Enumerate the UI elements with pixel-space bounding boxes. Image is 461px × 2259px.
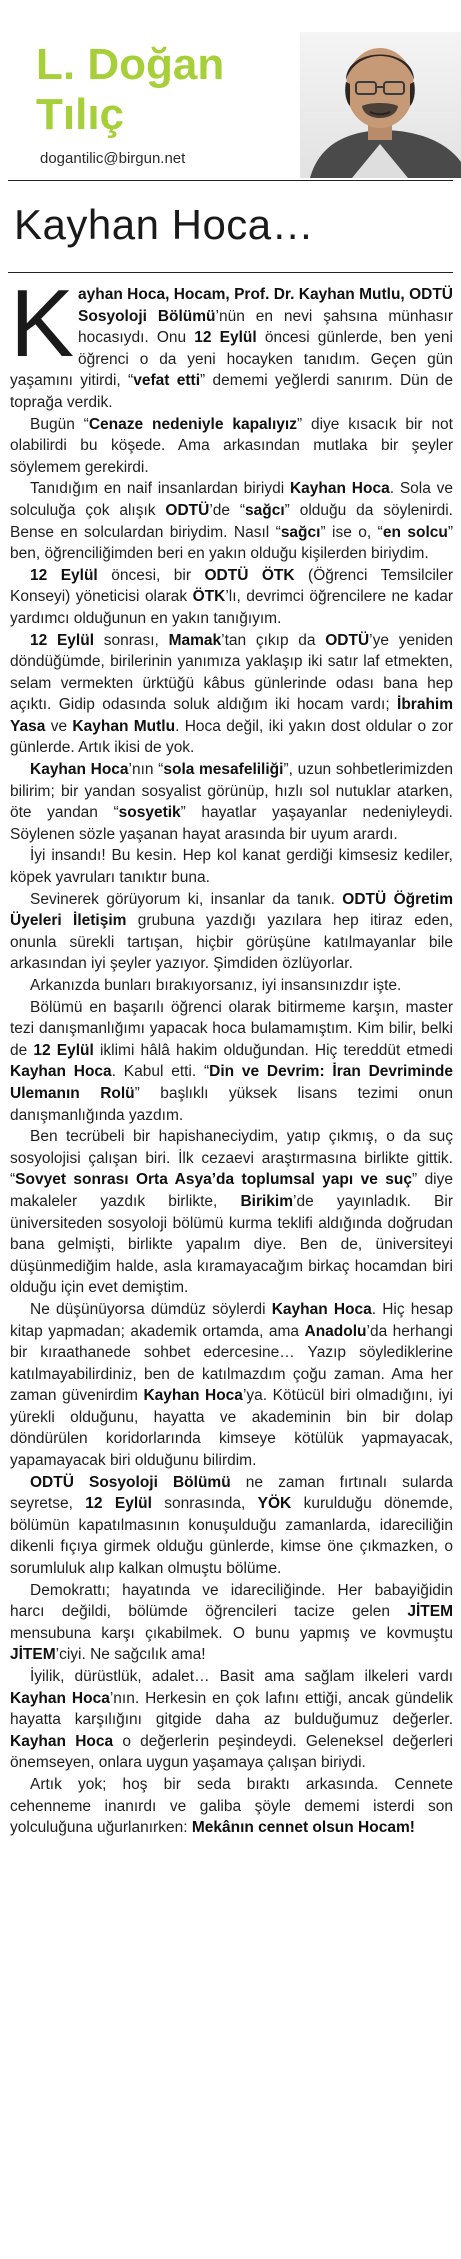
article-paragraph — [10, 1299, 453, 1472]
text-run: Sevinerek görüyorum ki, insanlar da tanık. — [30, 890, 343, 908]
bold-text: Kayhan Hoca — [10, 1732, 114, 1750]
author-name — [36, 40, 224, 140]
article-paragraph — [10, 889, 453, 975]
article-title: Kayhan Hoca… — [14, 201, 315, 248]
article-paragraph — [10, 565, 453, 630]
text-run: ”, uzun sohbetlerimizden bilirim; bir yandan sosyalist görünüp, hızlı sol nutuklar atarken, öte yandan “ — [10, 761, 453, 822]
article-paragraph — [10, 414, 453, 479]
text-run: o değerlerin peşindeydi. Geleneksel değerleri önemseyen, onlara uygun yaşamaya çalışan biriydi. — [10, 1732, 453, 1772]
bold-text: ODTÜ ÖTK — [204, 566, 295, 584]
bold-text: Anadolu — [304, 1322, 367, 1340]
text-run: sonrası, — [94, 631, 169, 649]
text-run: . Hiç hesap kitap yapmadan; akademik ortamda, ama — [10, 1300, 453, 1340]
bold-text: sola mesafeliliği — [163, 761, 284, 779]
text-run: ’ciyi. Ne sağcılık ama! — [55, 1646, 206, 1664]
text-run: öncesi günlerde, ben yeni öğrenci o da yeni hocayken tanıdım. Geçen gün yaşamını yitirdi, “ — [10, 329, 453, 390]
text-run: ne zaman fırtınalı sularda seyretse, — [10, 1473, 453, 1513]
text-run: ” diye kısacık bir not olabilirdi bu köşede. Ama arkasından mutlaka bir şeyler söylemem gerekirdi. — [10, 415, 453, 476]
bold-text: Sovyet sonrası Orta Asya’da toplumsal yapı ve suç — [15, 1171, 412, 1189]
bold-text: Mekânın cennet olsun Hocam! — [191, 1819, 415, 1837]
text-run: İyi insandı! Bu kesin. Hep kol kanat gerdiği kimsesiz kediler, köpek yavruları tanıktır buna. — [10, 847, 453, 887]
text-run: iklimi hâlâ hakim olduğundan. Hiç tereddüt etmedi — [93, 1041, 453, 1059]
text-run: ” ise o, “ — [320, 523, 383, 541]
text-run: ’ye yeniden döndüğümde, birilerinin yanımıza yaklaşıp iki satır laf etmekten, selam vermekten ürktüğü kâbus günlerinde odası bana hep açıktı. Gidip odasında soluk aldığım iki hocam vardı; — [10, 631, 453, 714]
text-run: öncesi, bir — [97, 566, 205, 584]
text-run: . Kabul etti. “ — [111, 1063, 210, 1081]
text-run: Bölümü en başarılı öğrenci olarak bitirmeme karşın, master tezi danışmanlığımı yapacak hoca bulamamıştım. Kim bilir, belki de — [10, 998, 453, 1059]
article-paragraph — [10, 1472, 453, 1580]
text-run: . Hoca değil, iki yakın dost oldular o zor günlerde. Artık ikisi de yok. — [10, 717, 454, 757]
article-paragraph — [10, 845, 453, 888]
text-run: Demokrattı; hayatında ve idareciliğinde. Her babayiğidin harcı değildi, bölümde öğrencileri tacize gelen — [10, 1581, 453, 1621]
column-header — [0, 0, 461, 178]
bold-text: İbrahim Yasa — [10, 696, 453, 735]
text-run: Artık yok; hoş bir seda bıraktı arkasında. Cennete cehenneme inanırdı ve galiba şöyle dememi isterdi son yolculuğuna uğurlanırken: — [10, 1775, 453, 1837]
text-run: Bugün “ — [30, 415, 89, 433]
bold-text: Kayhan Hoca — [143, 1387, 243, 1405]
bold-text: sağcı — [245, 501, 285, 519]
bold-text: JİTEM — [407, 1603, 453, 1621]
title-divider — [8, 272, 453, 273]
bold-text: 12 Eylül — [33, 1041, 94, 1059]
text-run: mensubuna karşı çıkabilmek. O bunu yapmış ve kovmuştu — [10, 1624, 453, 1642]
bold-text: 12 Eylül — [85, 1495, 152, 1513]
bold-text: ÖTK — [192, 588, 226, 606]
bold-text: Mamak — [168, 631, 222, 649]
header-divider — [8, 180, 453, 181]
text-run: Arkanızda bunları bırakıyorsanız, iyi insansınızdır işte. — [30, 977, 402, 994]
drop-cap: K — [10, 270, 75, 377]
author-last-name: Tılıç — [36, 90, 125, 139]
text-run: . Sola ve solculuğa çok alışık — [10, 480, 454, 519]
text-run: Ne düşünüyorsa dümdüz söylerdi — [30, 1300, 272, 1318]
text-run: ’ya. Kötücül biri olmadığını, iyi yürekli olduğunu, hayatta ve akademinin bin bir dolap döndürülen koridorlarında kimseye kötülük yapmayacak, yapamayacak biri olduğunu bilirdim. — [10, 1387, 453, 1470]
text-run: (Öğrenci Temsilciler Konseyi) yöneticisi olarak — [10, 566, 453, 606]
bold-text: 12 Eylül — [194, 329, 257, 347]
text-run: İyilik, dürüstlük, adalet… Basit ama sağlam ilkeleri vardı — [30, 1668, 453, 1685]
article-paragraph — [10, 997, 453, 1127]
article-paragraph — [10, 630, 453, 760]
bold-text: Din ve Devrim: İran Devriminde Ulemanın Rolü — [10, 1063, 454, 1102]
bold-text: Kayhan Hoca — [289, 480, 390, 498]
text-run: ” başlıklı yüksek lisans tezimi onun danışmanlığında yazdım. — [10, 1084, 453, 1124]
text-run: ’lı, devrimci öğrencilere ne kadar yardımcı olduğunun en yakın tanığıyım. — [10, 588, 453, 627]
bold-text: YÖK — [257, 1495, 292, 1513]
bold-text: en solcu — [382, 523, 448, 541]
text-run: ’nün en nevi şahsına münhasır hocasıydı. Onu — [78, 307, 453, 347]
text-run: ” diye makaleler yazdık birlikte, — [10, 1171, 453, 1210]
article-paragraph — [10, 1126, 453, 1299]
text-run: ” olduğu da söylenirdi. Bense en solculardan biriydim. Nasıl “ — [10, 501, 453, 541]
text-run: sonrasında, — [151, 1495, 258, 1513]
article-body — [10, 270, 454, 1839]
article-paragraph — [10, 1666, 453, 1774]
text-run: ’de yayınladık. Bir üniversiteden sosyoloji bölümü kurma teklifi aldığında doğrudan bana gelmişti, birlikte yapalım diye. Ben de, üniversiteyi düşünmediğim halde, asla kıramayacağım birkaç hocamdan biri olduğu için evet demiştim. — [10, 1192, 453, 1297]
article-paragraph — [10, 975, 453, 997]
bold-text: ODTÜ Sosyoloji Bölümü — [30, 1473, 231, 1491]
bold-text: ODTÜ — [325, 631, 370, 649]
text-run: ” dememi yeğlerdi sanırım. Dün de toprağa verdik. — [10, 372, 454, 411]
text-run: kurulduğu dönemde, bölümün kapatılmasının konuşulduğu zamanlarda, idareciliğin dikenli fıçıya girmek olduğu günlerde, kimse öne çıkmazken, o sorumluluk alıp kalkan olmuştu bölüme. — [10, 1495, 454, 1578]
article-paragraph — [10, 1580, 453, 1666]
bold-text: vefat etti — [133, 372, 201, 390]
text-run: ’tan çıkıp da — [221, 631, 326, 649]
text-run: ’nın. Herkesin en çok lafını ettiği, ancak gündelik hayatta karşılığını gitgide daha az bulduğumuz değerler. — [10, 1689, 454, 1729]
bold-text: Kayhan Hoca — [10, 1063, 112, 1081]
text-run: ’da herhangi bir kıraathanede sohbet edercesine… Yazıp söylediklerine katılmayabilirdiniz, ben de katılmazdım çoğu zaman. Ama her zaman güvenirdim — [10, 1322, 453, 1405]
text-run: ” hayatlar yaşayanlar nedeniyleydi. Söylenen sözle yaşanan hayat arasında bir uyum arardı. — [10, 804, 453, 843]
bold-text: Kayhan Hoca — [10, 1689, 110, 1707]
bold-text: ayhan Hoca, Hocam, Prof. Dr. Kayhan Mutlu, ODTÜ Sosyoloji Bölümü — [78, 286, 453, 325]
text-run: ’nın “ — [128, 761, 164, 779]
author-first-name: L. Doğan — [36, 40, 225, 89]
text-run: Ben tecrübeli bir hapishaneciydim, yatıp çıkmış, o da suç sosyolojisi çalışan biri. İlk cezaevi araştırmasına birlikte gittik. “ — [10, 1128, 453, 1189]
bold-text: Kayhan Hoca — [30, 761, 129, 779]
article-paragraph — [10, 1774, 453, 1839]
text-run: grubuna yazdığı yazılara hep itiraz eden, onunla sürekli tartışan, hiçbir görüşüne katılmayanlar bile arkasından iyi şeyler yazıyor. Şimdiden özlüyorlar. — [10, 912, 453, 973]
text-run: ve — [45, 717, 73, 735]
text-run: ’de “ — [209, 501, 246, 519]
bold-text: Kayhan Hoca — [271, 1300, 372, 1318]
bold-text: 12 Eylül — [30, 631, 94, 649]
author-portrait-icon — [300, 32, 461, 178]
bold-text: sosyetik — [118, 804, 181, 822]
article-paragraph — [10, 478, 453, 564]
bold-text: ODTÜ — [165, 501, 210, 519]
article-paragraph — [10, 759, 453, 845]
bold-text: JİTEM — [10, 1646, 56, 1664]
bold-text: Kayhan Mutlu — [72, 717, 176, 735]
bold-text: 12 Eylül — [30, 566, 98, 584]
text-run: ” ben, öğrenciliğimden beri en yakın olduğu kişilerden biriydim. — [10, 523, 454, 563]
bold-text: Cenaze nedeniyle kapalıyız — [88, 415, 297, 433]
text-run: Tanıdığım en naif insanlardan biriydi — [30, 480, 290, 498]
article-paragraph — [10, 270, 454, 414]
bold-text: ODTÜ Öğretim Üyeleri İletişim — [10, 890, 453, 930]
author-email: dogantilic@birgun.net — [40, 150, 186, 167]
bold-text: sağcı — [280, 523, 321, 541]
bold-text: Birikim — [240, 1192, 294, 1210]
